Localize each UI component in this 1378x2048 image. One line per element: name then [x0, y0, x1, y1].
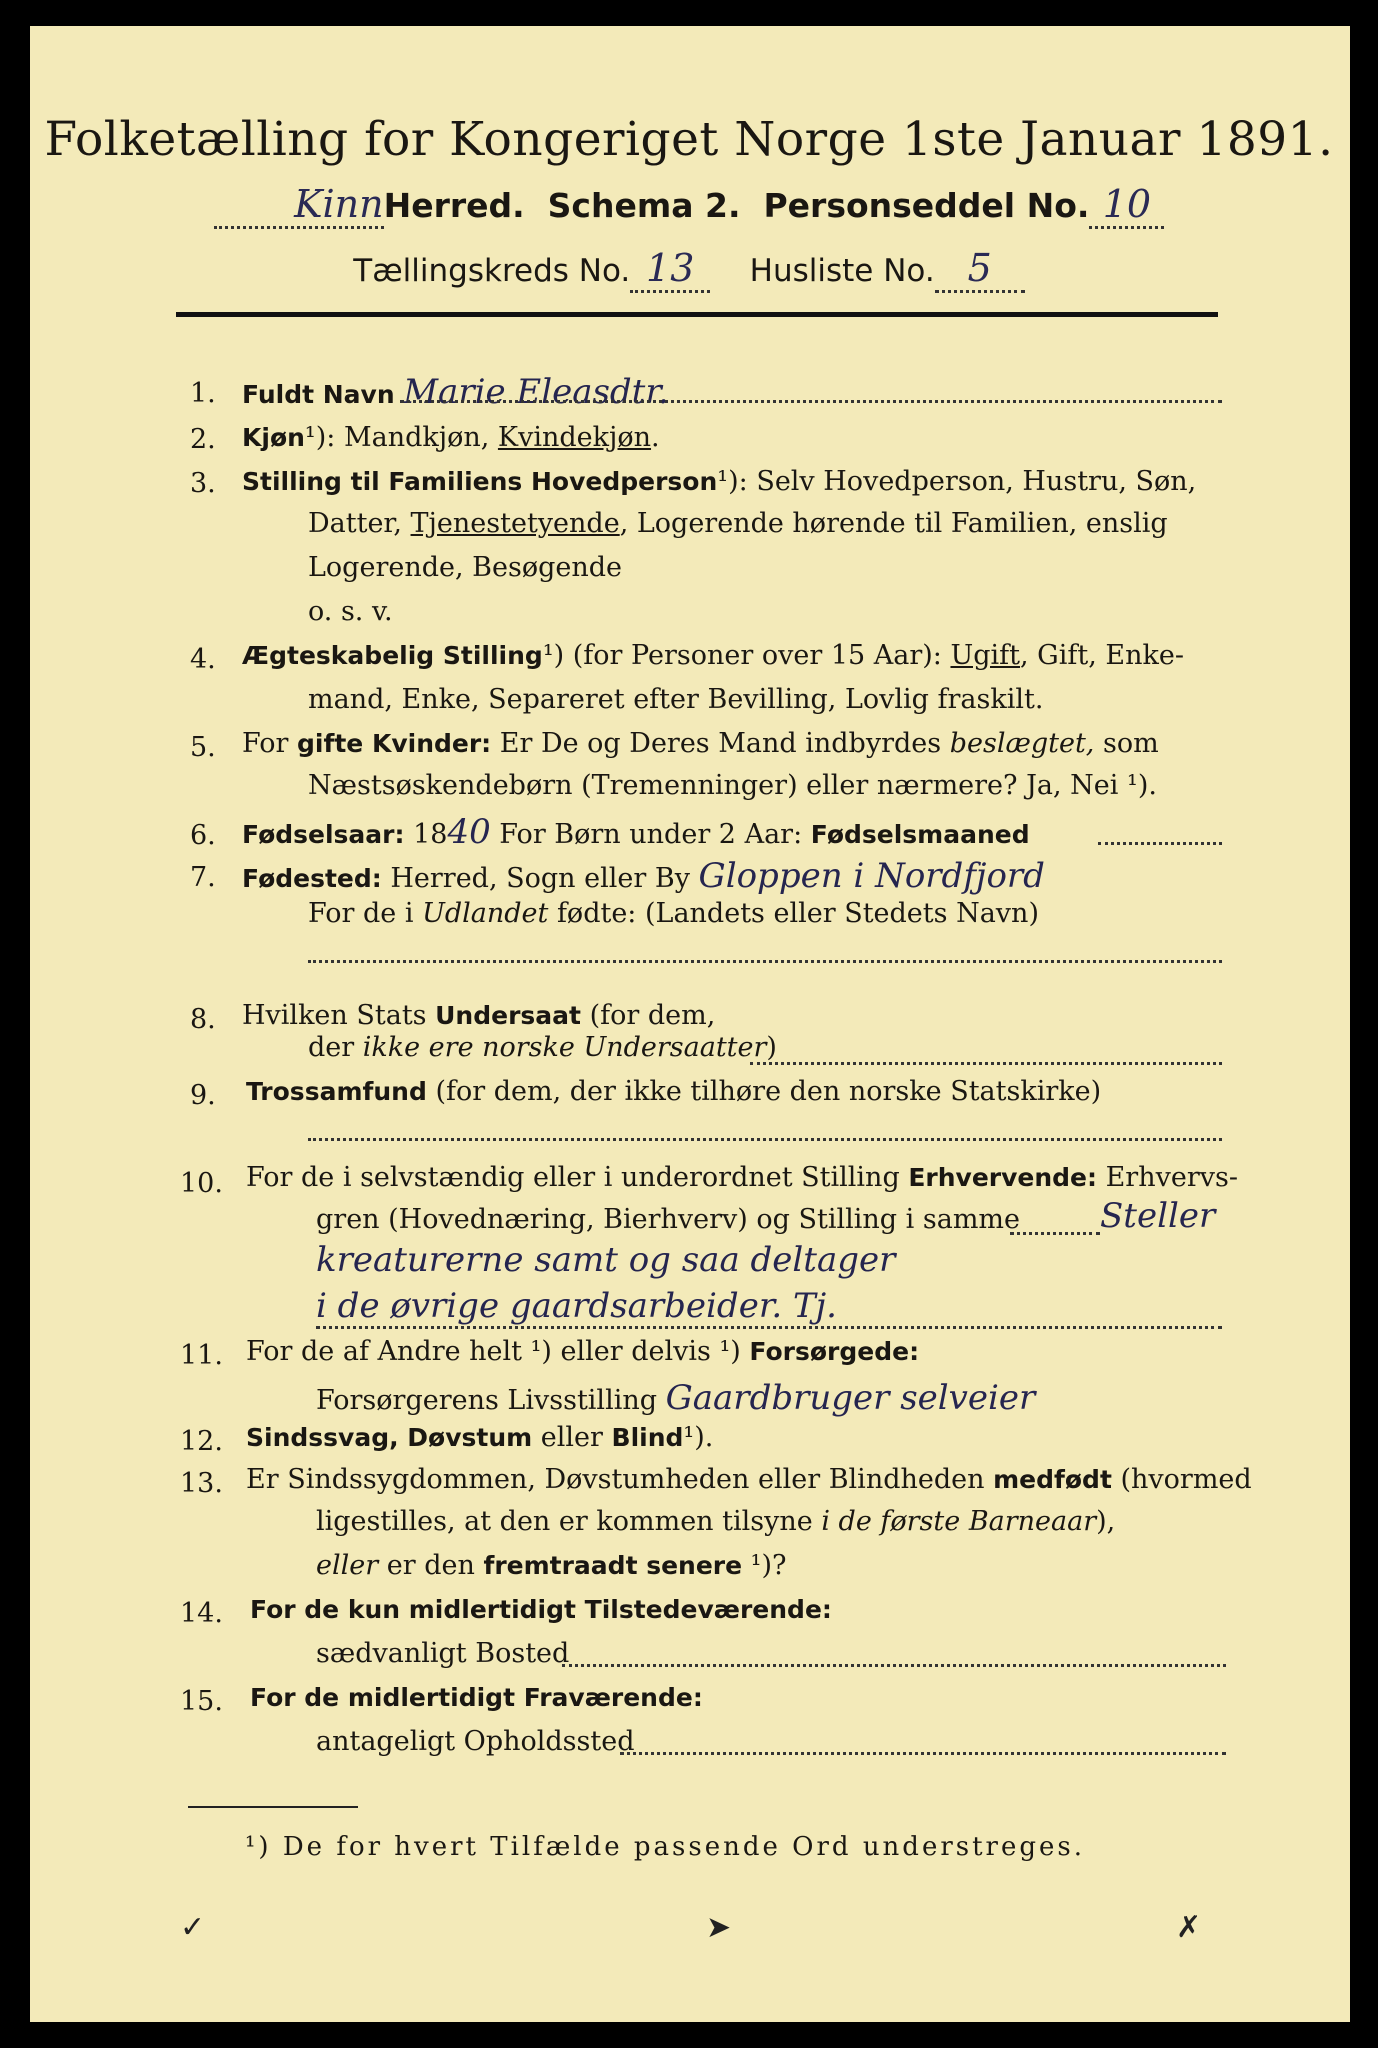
q5-line-2: Næstsøskendebørn (Tremenninger) eller nærmere? Ja, Nei ¹). [308, 770, 1157, 801]
q5-row-1 [242, 728, 1159, 760]
q8-dotted-line [750, 1062, 1222, 1065]
q8-not-norwegian: ikke ere norske Undersaatter [362, 1032, 767, 1063]
q3-number: 3. [190, 468, 216, 499]
q10-line-2: gren (Hovednæring, Bierhverv) og Stilling i samme [316, 1204, 1021, 1235]
q2-option-female: Kvindekjøn [497, 422, 652, 453]
footnote-divider [188, 1806, 358, 1808]
q4-option-unmarried: Ugift [950, 640, 1021, 671]
q3-line-1: : Selv Hovedperson, Hustru, Søn, [738, 466, 1197, 497]
q7-abroad: Udlandet [422, 898, 549, 929]
q11-value: Gaardbruger selveier [665, 1378, 1036, 1418]
q4-number: 4. [190, 644, 216, 675]
q4-line-1c: , Gift, Enke- [1020, 640, 1184, 671]
q9-text: (for dem, der ikke tilhøre den norske Statskirke) [426, 1076, 1102, 1107]
q1-dotted-line [400, 400, 1222, 403]
q3-footnote-ref: ¹) [717, 466, 739, 497]
q7-label: Fødested: [242, 864, 382, 893]
q1-label: Fuldt Navn [242, 380, 395, 409]
tellingskreds-value: 13 [646, 246, 695, 290]
q8-line-1c: (for dem, [580, 1000, 716, 1031]
q8-number: 8. [190, 1004, 216, 1035]
header-divider [176, 312, 1218, 317]
q8-line-2a: der [308, 1032, 363, 1063]
q8-row-1 [242, 1000, 715, 1032]
q10-row-2 [316, 1204, 1020, 1236]
q7-number: 7. [190, 862, 216, 893]
q13-early-childhood: i de første Barneaar [821, 1506, 1097, 1537]
q3-line-2a: Datter, [308, 508, 411, 539]
q13-row-1 [246, 1464, 1252, 1496]
q3-row-2 [308, 508, 1168, 540]
q6-century: 18 [404, 819, 448, 850]
q7-row-1 [242, 856, 1045, 897]
q11-number: 11. [180, 1340, 223, 1371]
herred-value: Kinn [294, 182, 384, 226]
q9-row [246, 1076, 1101, 1108]
q14-number: 14. [180, 1598, 223, 1629]
q13-number: 13. [180, 1468, 223, 1499]
q3-line-3: Logerende, Besøgende [308, 552, 622, 583]
q5-line-1c: Er De og Deres Mand indbyrdes [491, 728, 950, 759]
q13-line-3b: er den [378, 1550, 484, 1581]
q10-row-1 [246, 1162, 1238, 1194]
q10-dotted-line-1 [1010, 1232, 1100, 1235]
q9-dotted-line [308, 1138, 1222, 1141]
q14-dotted-line [562, 1664, 1226, 1667]
q5-related: beslægtet, [949, 728, 1095, 759]
schema-label: Schema 2. [547, 186, 741, 225]
q2-option-male: : Mandkjøn, [326, 422, 498, 453]
q11-row-2 [316, 1378, 1035, 1419]
form-title: Folketælling for Kongeriget Norge 1ste Januar 1891. [44, 112, 1334, 167]
q13-line-2c: ), [1096, 1506, 1116, 1537]
q5-number: 5. [190, 732, 216, 763]
q2-row [242, 422, 660, 454]
q13-row-2 [316, 1506, 1115, 1538]
q10-label: Erhvervende: [908, 1163, 1098, 1192]
q4-footnote-ref: ¹) [542, 640, 565, 671]
q11-line-1a: For de af Andre helt ¹) eller delvis ¹) [246, 1336, 750, 1367]
q12-blind: Blind [611, 1423, 684, 1452]
q7-dotted-line [308, 960, 1222, 963]
q13-congenital: medfødt [993, 1465, 1112, 1494]
q14-line-2: sædvanligt Bosted [316, 1638, 570, 1669]
q6-value: 40 [447, 812, 491, 852]
q3-option-servant: Tjenestetyende [410, 508, 620, 539]
q7-line-2a: For de i [308, 898, 423, 929]
q3-label: Stilling til Familiens Hovedperson [242, 467, 718, 496]
q1-row [242, 372, 669, 413]
husliste-label: Husliste No. [749, 253, 935, 289]
q6-text: For Børn under 2 Aar: [490, 819, 811, 850]
q10-dotted-line-3 [316, 1326, 1222, 1329]
herred-label: Herred. [383, 186, 525, 225]
q15-number: 15. [180, 1686, 223, 1717]
q6-row [242, 812, 1030, 853]
q2-footnote-ref: ¹) [304, 422, 327, 453]
q8-row-2 [308, 1032, 777, 1064]
q10-value-1: Steller [1100, 1196, 1216, 1236]
q10-line-1c: Erhvervs- [1097, 1162, 1238, 1193]
personseddel-value: 10 [1102, 182, 1152, 226]
footnote: ¹) De for hvert Tilfælde passende Ord understreges. [245, 1832, 1086, 1862]
q3-line-2c: , Logerende hørende til Familien, enslig [619, 508, 1168, 539]
q3-row-1 [242, 466, 1196, 498]
q7-line-2c: fødte: (Landets eller Stedets Navn) [548, 898, 1039, 929]
q1-number: 1. [190, 378, 216, 409]
q4-label: Ægteskabelig Stilling [242, 641, 543, 670]
q11-line-2: Forsørgerens Livsstilling [316, 1385, 658, 1416]
q10-value-3: i de øvrige gaardsarbeider. Tj. [316, 1286, 837, 1326]
tellingskreds-label: Tællingskreds No. [353, 253, 631, 289]
q12-label: Sindssvag, Døvstum [246, 1423, 533, 1452]
q10-line-1a: For de i selvstændig eller i underordnet Stilling [246, 1162, 909, 1193]
q6-number: 6. [190, 820, 216, 851]
q12-number: 12. [180, 1426, 223, 1457]
corner-mark-right-icon: ✗ [1176, 1910, 1202, 1945]
q12-row [246, 1422, 713, 1454]
q4-line-2: mand, Enke, Separeret efter Bevilling, Lovlig fraskilt. [308, 684, 1044, 715]
personseddel-label: Personseddel No. [763, 186, 1090, 225]
q7-row-2 [308, 898, 1039, 930]
q9-label: Trossamfund [246, 1077, 427, 1106]
q14-row-1 [250, 1594, 832, 1626]
q5-line-1e: som [1094, 728, 1159, 759]
q13-line-1c: (hvormed [1111, 1464, 1252, 1495]
q4-line-1a: (for Personer over 15 Aar): [564, 640, 951, 671]
q11-label: Forsørgede: [749, 1337, 920, 1366]
corner-mark-left-icon: ✓ [180, 1910, 206, 1945]
q13-line-1a: Er Sindssygdommen, Døvstumheden eller Blindheden [246, 1464, 994, 1495]
q7-value: Gloppen i Nordfjord [698, 856, 1045, 896]
q15-row-1 [250, 1682, 703, 1714]
q15-dotted-line [620, 1752, 1226, 1755]
q13-line-2a: ligestilles, at den er kommen tilsyne [316, 1506, 822, 1537]
q13-later: fremtraadt senere [483, 1551, 743, 1580]
q4-row-1 [242, 640, 1184, 672]
q6-label: Fødselsaar: [242, 820, 405, 849]
q12-or: eller [532, 1422, 612, 1453]
q10-number: 10. [180, 1168, 223, 1199]
q3-line-4: o. s. v. [308, 596, 393, 627]
q8-line-2c: ) [766, 1032, 777, 1063]
form-subheader [0, 182, 1378, 229]
q5-label: gifte Kvinder: [297, 729, 492, 758]
q14-label: For de kun midlertidigt Tilstedeværende: [250, 1595, 832, 1624]
q15-line-2: antageligt Opholdssted [316, 1726, 635, 1757]
q8-line-1a: Hvilken Stats [242, 1000, 436, 1031]
q13-line-3d: ¹)? [742, 1550, 787, 1581]
corner-mark-center-icon: ➤ [706, 1910, 732, 1945]
q1-value: Marie Eleasdtr. [403, 372, 669, 412]
q2-label: Kjøn [242, 423, 305, 452]
q13-or: eller [316, 1550, 379, 1581]
q15-label: For de midlertidigt Fraværende: [250, 1683, 703, 1712]
q7-text: Herred, Sogn eller By [381, 863, 690, 894]
q5-line-1a: For [242, 728, 298, 759]
q6-label-2: Fødselsmaaned [810, 820, 1030, 849]
q11-row-1 [246, 1336, 919, 1368]
q2-number: 2. [190, 424, 216, 455]
husliste-value: 5 [967, 246, 992, 290]
form-counting-district [0, 246, 1378, 293]
q8-label: Undersaat [435, 1001, 581, 1030]
q10-value-2: kreaturerne samt og saa deltager [316, 1240, 896, 1280]
q6-dotted-line [1098, 842, 1222, 845]
q2-end: . [651, 422, 660, 453]
q13-row-3 [316, 1550, 787, 1582]
q9-number: 9. [190, 1080, 216, 1111]
q12-footnote-ref: ¹). [683, 1422, 714, 1453]
